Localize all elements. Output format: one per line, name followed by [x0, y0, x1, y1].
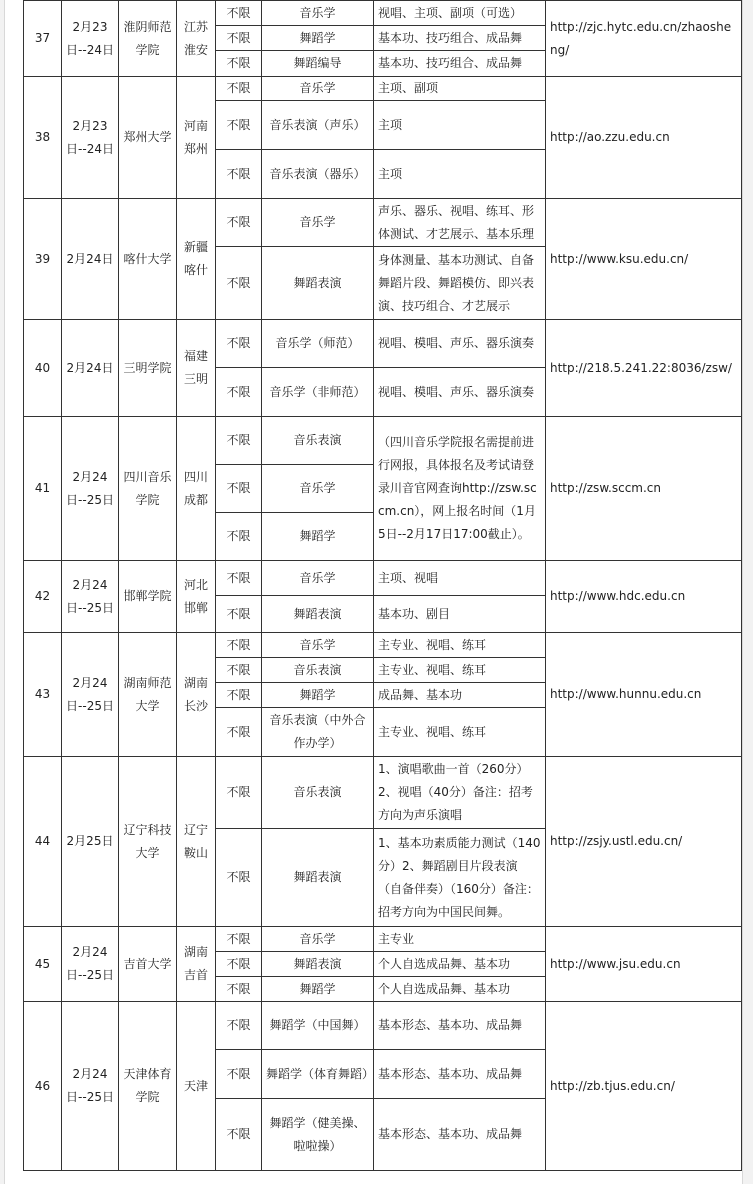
exam-date: 2月24日--25日 [62, 633, 119, 757]
website-link[interactable]: http://www.ksu.edu.cn/ [546, 199, 742, 320]
limit-cell: 不限 [216, 51, 262, 77]
row-number: 43 [24, 633, 62, 757]
limit-cell: 不限 [216, 320, 262, 368]
major-cell: 舞蹈学（中国舞） [262, 1002, 374, 1050]
limit-cell: 不限 [216, 633, 262, 658]
exam-date: 2月24日--25日 [62, 561, 119, 633]
school-location: 四川成都 [177, 417, 216, 561]
limit-cell: 不限 [216, 513, 262, 561]
exam-date: 2月25日 [62, 757, 119, 927]
school-name: 三明学院 [119, 320, 177, 417]
exam-date: 2月23日--24日 [62, 1, 119, 77]
major-cell: 音乐表演（中外合作办学） [262, 708, 374, 757]
limit-cell: 不限 [216, 683, 262, 708]
row-number: 41 [24, 417, 62, 561]
limit-cell: 不限 [216, 1, 262, 26]
limit-cell: 不限 [216, 596, 262, 633]
major-cell: 音乐学 [262, 1, 374, 26]
content-cell: 主专业、视唱、练耳 [374, 708, 546, 757]
row-number: 37 [24, 1, 62, 77]
exam-date: 2月24日 [62, 199, 119, 320]
school-name: 吉首大学 [119, 927, 177, 1002]
major-cell: 音乐表演 [262, 658, 374, 683]
major-cell: 舞蹈学（体育舞蹈） [262, 1050, 374, 1099]
exam-date: 2月24日 [62, 320, 119, 417]
website-link[interactable]: http://218.5.241.22:8036/zsw/ [546, 320, 742, 417]
major-cell: 舞蹈编导 [262, 51, 374, 77]
website-link[interactable]: http://zsjy.ustl.edu.cn/ [546, 757, 742, 927]
exam-date: 2月24日--25日 [62, 417, 119, 561]
limit-cell: 不限 [216, 150, 262, 199]
school-name: 淮阴师范学院 [119, 1, 177, 77]
exam-date: 2月24日--25日 [62, 927, 119, 1002]
table-row [24, 633, 742, 658]
limit-cell: 不限 [216, 658, 262, 683]
school-location: 湖南长沙 [177, 633, 216, 757]
content-cell: 基本形态、基本功、成品舞 [374, 1099, 546, 1171]
content-cell: 个人自选成品舞、基本功 [374, 977, 546, 1002]
limit-cell: 不限 [216, 561, 262, 596]
major-cell: 音乐表演（器乐） [262, 150, 374, 199]
school-name: 四川音乐学院 [119, 417, 177, 561]
major-cell: 音乐学 [262, 633, 374, 658]
school-name: 湖南师范大学 [119, 633, 177, 757]
limit-cell: 不限 [216, 1050, 262, 1099]
limit-cell: 不限 [216, 199, 262, 247]
major-cell: 音乐学 [262, 561, 374, 596]
limit-cell: 不限 [216, 1099, 262, 1171]
content-cell: 基本功、剧目 [374, 596, 546, 633]
row-number: 45 [24, 927, 62, 1002]
table-row [24, 927, 742, 952]
content-cell: 主专业、视唱、练耳 [374, 633, 546, 658]
content-cell: 视唱、模唱、声乐、器乐演奏 [374, 320, 546, 368]
limit-cell: 不限 [216, 977, 262, 1002]
table-row [24, 417, 742, 465]
content-cell: 基本形态、基本功、成品舞 [374, 1002, 546, 1050]
major-cell: 舞蹈学 [262, 683, 374, 708]
table-row [24, 1, 742, 26]
school-name: 喀什大学 [119, 199, 177, 320]
content-cell: 1、演唱歌曲一首（260分）2、视唱（40分）备注：招考方向为声乐演唱 [374, 757, 546, 829]
major-cell: 舞蹈学 [262, 977, 374, 1002]
school-location: 天津 [177, 1002, 216, 1171]
limit-cell: 不限 [216, 247, 262, 320]
website-link[interactable]: http://zsw.sccm.cn [546, 417, 742, 561]
registration-note: （四川音乐学院报名需提前进行网报，具体报名及考试请登录川音官网查询http://zsw.sccm.cn），网上报名时间（1月5日--2月17日17:00截止）。 [374, 417, 546, 561]
limit-cell: 不限 [216, 829, 262, 927]
row-number: 46 [24, 1002, 62, 1171]
major-cell: 舞蹈学 [262, 513, 374, 561]
row-number: 39 [24, 199, 62, 320]
website-link[interactable]: http://ao.zzu.edu.cn [546, 77, 742, 199]
table-row [24, 1002, 742, 1050]
content-cell: 成品舞、基本功 [374, 683, 546, 708]
major-cell: 音乐表演 [262, 417, 374, 465]
major-cell: 舞蹈学 [262, 26, 374, 51]
major-cell: 舞蹈学（健美操、啦啦操） [262, 1099, 374, 1171]
content-cell: 视唱、模唱、声乐、器乐演奏 [374, 368, 546, 417]
row-number: 38 [24, 77, 62, 199]
major-cell: 音乐表演（声乐） [262, 101, 374, 150]
limit-cell: 不限 [216, 417, 262, 465]
school-name: 天津体育学院 [119, 1002, 177, 1171]
limit-cell: 不限 [216, 368, 262, 417]
website-link[interactable]: http://www.hunnu.edu.cn [546, 633, 742, 757]
table-row [24, 320, 742, 368]
content-cell: 主项 [374, 150, 546, 199]
content-cell: 主项、副项 [374, 77, 546, 101]
content-cell: 主专业、视唱、练耳 [374, 658, 546, 683]
limit-cell: 不限 [216, 1002, 262, 1050]
content-cell: 主项、视唱 [374, 561, 546, 596]
table-row [24, 757, 742, 829]
row-number: 44 [24, 757, 62, 927]
limit-cell: 不限 [216, 708, 262, 757]
content-cell: 1、基本功素质能力测试（140分）2、舞蹈剧目片段表演（自备伴奏）（160分）备注：招考方向为中国民间舞。 [374, 829, 546, 927]
limit-cell: 不限 [216, 26, 262, 51]
exam-date: 2月23日--24日 [62, 77, 119, 199]
content-cell: 声乐、器乐、视唱、练耳、形体测试、才艺展示、基本乐理 [374, 199, 546, 247]
content-cell: 基本形态、基本功、成品舞 [374, 1050, 546, 1099]
row-number: 40 [24, 320, 62, 417]
limit-cell: 不限 [216, 101, 262, 150]
school-location: 江苏淮安 [177, 1, 216, 77]
major-cell: 舞蹈表演 [262, 829, 374, 927]
content-cell: 主项 [374, 101, 546, 150]
major-cell: 舞蹈表演 [262, 596, 374, 633]
limit-cell: 不限 [216, 77, 262, 101]
limit-cell: 不限 [216, 952, 262, 977]
content-cell: 主专业 [374, 927, 546, 952]
school-location: 河南郑州 [177, 77, 216, 199]
content-cell: 身体测量、基本功测试、自备舞蹈片段、舞蹈模仿、即兴表演、技巧组合、才艺展示 [374, 247, 546, 320]
table-row [24, 199, 742, 247]
school-name: 郑州大学 [119, 77, 177, 199]
major-cell: 音乐学（非师范） [262, 368, 374, 417]
website-link[interactable]: http://www.jsu.edu.cn [546, 927, 742, 1002]
limit-cell: 不限 [216, 757, 262, 829]
major-cell: 舞蹈表演 [262, 247, 374, 320]
website-link[interactable]: http://zb.tjus.edu.cn/ [546, 1002, 742, 1171]
major-cell: 音乐学（师范） [262, 320, 374, 368]
major-cell: 音乐学 [262, 199, 374, 247]
limit-cell: 不限 [216, 465, 262, 513]
school-name: 辽宁科技大学 [119, 757, 177, 927]
exam-date: 2月24日--25日 [62, 1002, 119, 1171]
school-location: 新疆喀什 [177, 199, 216, 320]
major-cell: 音乐学 [262, 465, 374, 513]
school-location: 福建三明 [177, 320, 216, 417]
major-cell: 音乐学 [262, 77, 374, 101]
content-cell: 基本功、技巧组合、成品舞 [374, 26, 546, 51]
admissions-schedule-table [23, 0, 742, 1171]
limit-cell: 不限 [216, 927, 262, 952]
school-location: 辽宁鞍山 [177, 757, 216, 927]
row-number: 42 [24, 561, 62, 633]
major-cell: 舞蹈表演 [262, 952, 374, 977]
website-link[interactable]: http://zjc.hytc.edu.cn/zhaosheng/ [546, 1, 742, 77]
content-cell: 基本功、技巧组合、成品舞 [374, 51, 546, 77]
school-name: 邯郸学院 [119, 561, 177, 633]
table-row [24, 561, 742, 596]
website-link[interactable]: http://www.hdc.edu.cn [546, 561, 742, 633]
content-cell: 个人自选成品舞、基本功 [374, 952, 546, 977]
table-row [24, 77, 742, 101]
content-cell: 视唱、主项、副项（可选） [374, 1, 546, 26]
school-location: 河北邯郸 [177, 561, 216, 633]
major-cell: 音乐学 [262, 927, 374, 952]
school-location: 湖南吉首 [177, 927, 216, 1002]
major-cell: 音乐表演 [262, 757, 374, 829]
